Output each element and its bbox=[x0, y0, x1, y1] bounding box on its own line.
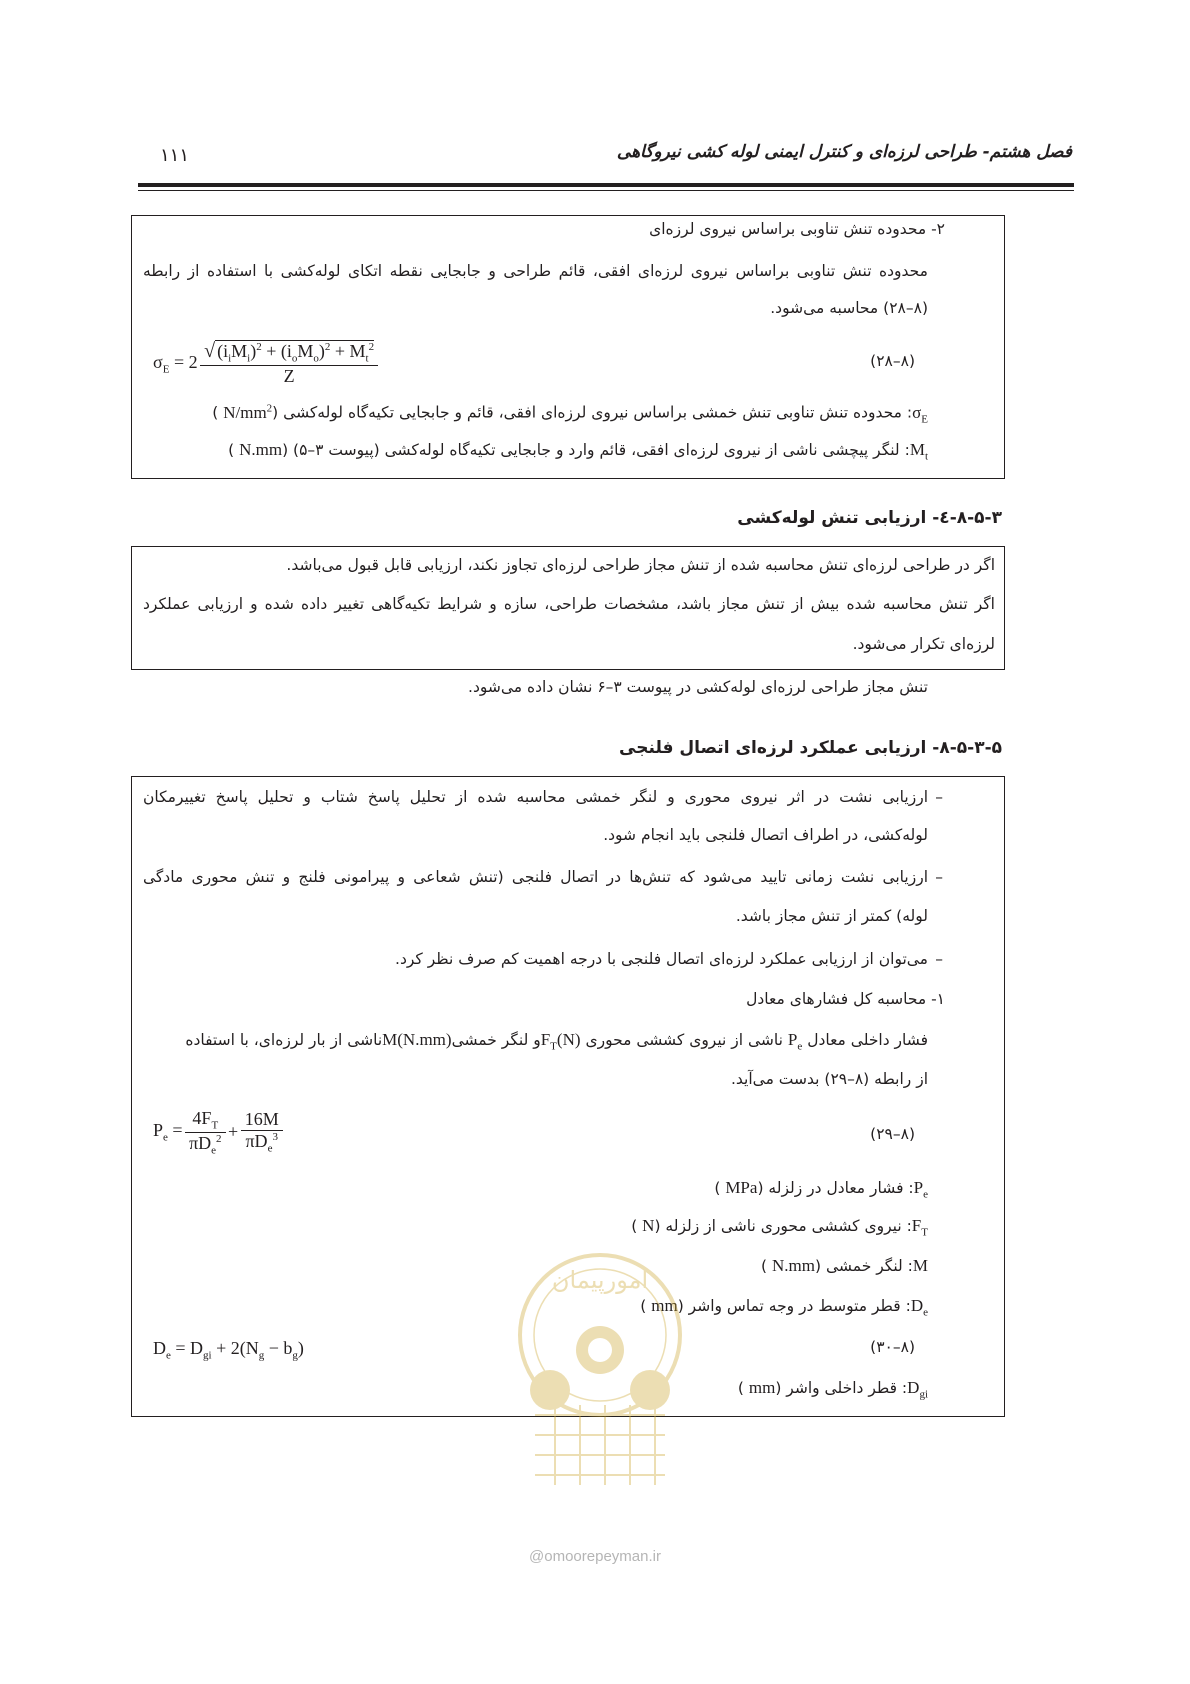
chapter-title: فصل هشتم- طراحی لرزه‌ای و کنترل ایمنی لوله کشی نیروگاهی bbox=[616, 142, 1072, 162]
def-de: $D_e$: قطر متوسط در وجه تماس واشر (mm ) bbox=[640, 1296, 928, 1319]
bullet-2-line2: لوله) کمتر از تنش مجاز باشد. bbox=[735, 907, 928, 925]
bullet-dash: – bbox=[935, 868, 943, 886]
stress-range-title: ۲- محدوده تنش تناوبی براساس نیروی لرزه‌ای bbox=[649, 220, 945, 238]
equation-8-29: $P_e$ = $\frac{4F_T}{\pi D_e^2}$ + $\frac{16M}{\pi D_e^3}$ bbox=[153, 1108, 281, 1156]
stress-eval-line2: اگر تنش محاسبه شده بیش از تنش مجاز باشد، مشخصات طراحی، سازه و شرایط تکیه‌گاهی تغییر داده شده و ارزیابی عملکرد bbox=[143, 595, 995, 613]
equation-8-28-label: (۸–۲۸) bbox=[870, 352, 915, 370]
def-m: M: لنگر خمشی (N.mm ) bbox=[761, 1256, 928, 1275]
equivalent-pressure-title: ۱- محاسبه کل فشارهای معادل bbox=[746, 990, 945, 1008]
equation-8-28: $\sigma_E = 2$ $\frac{√ (i_iM_i)^2 + (i_oM_o)^2 + M_t^2}{Z}$ bbox=[153, 340, 376, 387]
bullet-2-line1: ارزیابی نشت زمانی تایید می‌شود که تنش‌ها در اتصال فلنجی (تنش شعاعی و پیرامونی فلنج و تنش محوری مادگی bbox=[143, 868, 928, 886]
equation-8-29-label: (۸–۲۹) bbox=[870, 1125, 915, 1143]
stress-range-para-line2: (۸–۲۸) محاسبه می‌شود. bbox=[770, 299, 928, 317]
stress-eval-line1: اگر در طراحی لرزه‌ای تنش محاسبه شده از تنش مجاز طراحی لرزه‌ای تجاوز نکند، ارزیابی قابل قبول می‌باشد. bbox=[286, 556, 995, 574]
header-rule-thick bbox=[138, 183, 1074, 187]
bullet-3-line1: می‌توان از ارزیابی عملکرد لرزه‌ای اتصال فلنجی با درجه اهمیت کم صرف نظر کرد. bbox=[395, 950, 928, 968]
bullet-dash: – bbox=[935, 950, 943, 968]
watermark-url: @omoorepeyman.ir bbox=[529, 1548, 661, 1565]
bullet-1-line2: لوله‌کشی، در اطراف اتصال فلنجی باید انجام شود. bbox=[603, 826, 928, 844]
page-number: ۱۱۱ bbox=[160, 145, 190, 166]
bullet-1-line1: ارزیابی نشت در اثر نیروی محوری و لنگر خمشی محاسبه شده از تحلیل پاسخ شتاب و تحلیل پاسخ تغییرمکان bbox=[143, 788, 928, 806]
equivalent-pressure-para-line1: فشار داخلی معادل $P_e$ ناشی از نیروی کششی محوری $F_T(N)و$ لنگر خمشیM(N.mm)ناشی از بار لرزه‌ای، با استفاده bbox=[185, 1030, 928, 1053]
equation-8-30-label: (۸–۳۰) bbox=[870, 1338, 915, 1356]
def-pe: $P_e$: فشار معادل در زلزله (MPa ) bbox=[714, 1178, 928, 1201]
equation-8-30: $D_e = D_{gi} + 2(N_g - b_g)$ bbox=[153, 1338, 304, 1362]
bullet-dash: – bbox=[935, 788, 943, 806]
stress-eval-line3: لرزه‌ای تکرار می‌شود. bbox=[852, 635, 995, 653]
def-sigma-e: $\sigma_E$: محدوده تنش تناوبی تنش خمشی براساس نیروی لرزه‌ای افقی، قائم و جابجایی تکیه‌گاه لوله‌کشی ($N/mm^2$ ) bbox=[212, 402, 928, 426]
watermark-logo bbox=[495, 1240, 705, 1500]
watermark-logo-text: امورپیمان bbox=[551, 1266, 649, 1294]
def-dgi: $D_{gi}$: قطر داخلی واشر (mm ) bbox=[737, 1378, 928, 1401]
section-heading-8-5-3-5: ۸-۵-۳-۵- ارزیابی عملکرد لرزه‌ای اتصال فلنجی bbox=[619, 738, 1002, 758]
stress-range-para-line1: محدوده تنش تناوبی براساس نیروی لرزه‌ای افقی، قائم طراحی و جابجایی نقطه اتکای لوله‌کشی با استفاده از رابطه bbox=[143, 262, 928, 280]
header-rule-thin bbox=[138, 190, 1074, 191]
def-m-t: $M_t$: لنگر پیچشی ناشی از نیروی لرزه‌ای افقی، قائم وارد و جابجایی تکیه‌گاه لوله‌کشی (پیوست ۳–۵) (N.mm ) bbox=[228, 440, 928, 463]
allowable-stress-note: تنش مجاز طراحی لرزه‌ای لوله‌کشی در پیوست ۳–۶ نشان داده می‌شود. bbox=[468, 678, 928, 696]
def-ft: $F_T$: نیروی کششی محوری ناشی از زلزله (N ) bbox=[631, 1216, 928, 1239]
section-heading-8-5-3-4: ۸-۵-۳-٤- ارزیابی تنش لوله‌کشی bbox=[737, 508, 1002, 528]
equivalent-pressure-para-line2: از رابطه (۸–۲۹) بدست می‌آید. bbox=[730, 1070, 928, 1088]
